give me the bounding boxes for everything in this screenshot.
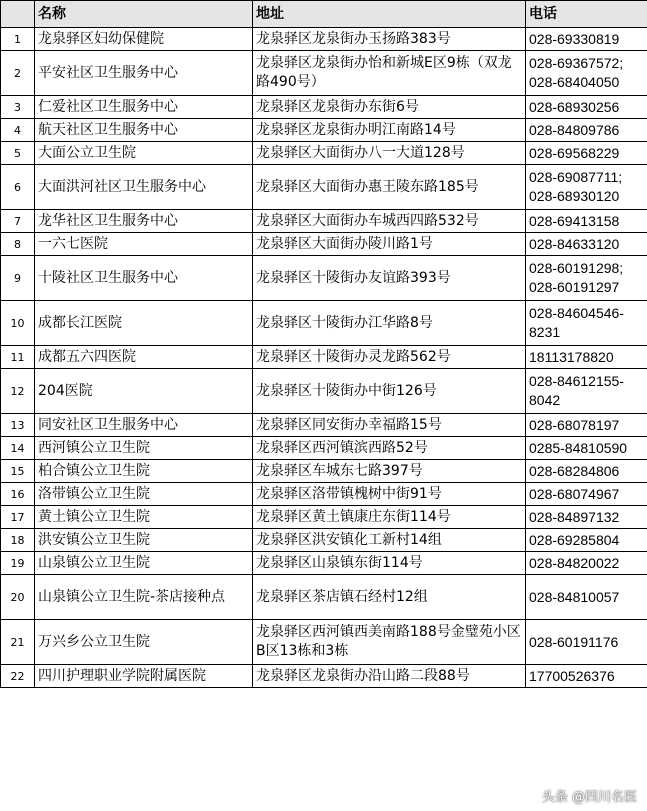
table-row: [1, 142, 647, 165]
row-number: 11: [1, 346, 35, 369]
clinic-phone: 028-84809786: [526, 119, 647, 142]
clinic-name: 航天社区卫生服务中心: [35, 119, 253, 142]
clinic-name: 同安社区卫生服务中心: [35, 414, 253, 437]
row-number: 7: [1, 210, 35, 233]
row-number: 12: [1, 369, 35, 414]
header-name: 名称: [35, 1, 253, 28]
clinic-name: 柏合镇公立卫生院: [35, 460, 253, 483]
clinic-name: 一六七医院: [35, 233, 253, 256]
watermark: 头条 @四川名医: [541, 790, 637, 805]
clinic-address: 龙泉驿区大面街办惠王陵东路185号: [253, 165, 526, 210]
header-phone: 电话: [526, 1, 647, 28]
clinic-phone: 028-69413158: [526, 210, 647, 233]
header-row: [1, 1, 647, 28]
clinic-phone: 028-84633120: [526, 233, 647, 256]
clinic-address: 龙泉驿区山泉镇东街114号: [253, 552, 526, 575]
table-row: [1, 256, 647, 301]
row-number: 13: [1, 414, 35, 437]
clinic-phone: 028-60191298; 028-60191297: [526, 256, 647, 301]
clinic-phone: 028-68284806: [526, 460, 647, 483]
table-row: [1, 96, 647, 119]
clinic-address: 龙泉驿区西河镇滨西路52号: [253, 437, 526, 460]
clinic-phone: 028-69087711; 028-68930120: [526, 165, 647, 210]
clinic-phone: 028-68930256: [526, 96, 647, 119]
clinic-address: 龙泉驿区龙泉街办明江南路14号: [253, 119, 526, 142]
clinic-address: 龙泉驿区大面街办车城西四路532号: [253, 210, 526, 233]
row-number: 2: [1, 51, 35, 96]
row-number: 16: [1, 483, 35, 506]
clinic-phone: 028-69330819: [526, 28, 647, 51]
clinic-phone: 028-84810057: [526, 575, 647, 620]
clinic-address: 龙泉驿区龙泉街办玉扬路383号: [253, 28, 526, 51]
clinic-address: 龙泉驿区龙泉街办沿山路二段88号: [253, 665, 526, 688]
clinic-phone: 028-60191176: [526, 620, 647, 665]
clinic-name: 龙泉驿区妇幼保健院: [35, 28, 253, 51]
row-number: 18: [1, 529, 35, 552]
clinic-address: 龙泉驿区十陵街办中街126号: [253, 369, 526, 414]
row-number: 3: [1, 96, 35, 119]
clinic-phone: 028-69568229: [526, 142, 647, 165]
table-row: [1, 620, 647, 665]
clinic-phone: 0285-84810590: [526, 437, 647, 460]
clinic-phone: 028-84604546-8231: [526, 301, 647, 346]
row-number: 10: [1, 301, 35, 346]
clinic-phone: 028-68074967: [526, 483, 647, 506]
clinic-address: 龙泉驿区大面街办陵川路1号: [253, 233, 526, 256]
table-row: [1, 346, 647, 369]
table-row: [1, 165, 647, 210]
clinic-name: 大面公立卫生院: [35, 142, 253, 165]
table-row: [1, 506, 647, 529]
row-number: 19: [1, 552, 35, 575]
clinic-address: 龙泉驿区洛带镇槐树中街91号: [253, 483, 526, 506]
table-row: [1, 483, 647, 506]
row-number: 8: [1, 233, 35, 256]
clinic-phone: 18113178820: [526, 346, 647, 369]
clinic-name: 洪安镇公立卫生院: [35, 529, 253, 552]
row-number: 20: [1, 575, 35, 620]
clinic-name: 龙华社区卫生服务中心: [35, 210, 253, 233]
clinic-name: 洛带镇公立卫生院: [35, 483, 253, 506]
table-row: [1, 369, 647, 414]
clinic-name: 平安社区卫生服务中心: [35, 51, 253, 96]
table-row: [1, 414, 647, 437]
clinic-name: 仁爱社区卫生服务中心: [35, 96, 253, 119]
clinic-address: 龙泉驿区洪安镇化工新村14组: [253, 529, 526, 552]
row-number: 5: [1, 142, 35, 165]
clinic-phone: 028-69285804: [526, 529, 647, 552]
row-number: 22: [1, 665, 35, 688]
row-number: 14: [1, 437, 35, 460]
clinic-address: 龙泉驿区十陵街办灵龙路562号: [253, 346, 526, 369]
table-row: [1, 233, 647, 256]
row-number: 17: [1, 506, 35, 529]
clinic-phone: 028-84897132: [526, 506, 647, 529]
clinic-phone: 028-84612155-8042: [526, 369, 647, 414]
row-number: 15: [1, 460, 35, 483]
clinic-address: 龙泉驿区车城东七路397号: [253, 460, 526, 483]
clinic-phone: 028-84820022: [526, 552, 647, 575]
clinic-name: 成都五六四医院: [35, 346, 253, 369]
clinic-name: 万兴乡公立卫生院: [35, 620, 253, 665]
clinic-phone: 17700526376: [526, 665, 647, 688]
table-row: [1, 665, 647, 688]
header-address: 地址: [253, 1, 526, 28]
clinic-name: 山泉镇公立卫生院-茶店接种点: [35, 575, 253, 620]
clinic-name: 大面洪河社区卫生服务中心: [35, 165, 253, 210]
clinic-address: 龙泉驿区大面街办八一大道128号: [253, 142, 526, 165]
clinic-address: 龙泉驿区龙泉街办怡和新城E区9栋（双龙路490号）: [253, 51, 526, 96]
row-number: 21: [1, 620, 35, 665]
table-row: [1, 552, 647, 575]
row-number: 9: [1, 256, 35, 301]
clinic-phone: 028-69367572; 028-68404050: [526, 51, 647, 96]
table-row: [1, 28, 647, 51]
clinic-name: 204医院: [35, 369, 253, 414]
row-number: 4: [1, 119, 35, 142]
table-row: [1, 51, 647, 96]
clinic-address: 龙泉驿区同安街办幸福路15号: [253, 414, 526, 437]
clinic-address: 龙泉驿区西河镇西美南路188号金璧苑小区B区13栋和3栋: [253, 620, 526, 665]
clinic-name: 十陵社区卫生服务中心: [35, 256, 253, 301]
header-num: [1, 1, 35, 28]
clinic-address: 龙泉驿区十陵街办友谊路393号: [253, 256, 526, 301]
clinic-address: 龙泉驿区黄土镇康庄东街114号: [253, 506, 526, 529]
clinic-address: 龙泉驿区茶店镇石经村12组: [253, 575, 526, 620]
row-number: 6: [1, 165, 35, 210]
row-number: 1: [1, 28, 35, 51]
clinic-address: 龙泉驿区龙泉街办东街6号: [253, 96, 526, 119]
clinic-name: 黄土镇公立卫生院: [35, 506, 253, 529]
clinic-name: 山泉镇公立卫生院: [35, 552, 253, 575]
clinic-phone: 028-68078197: [526, 414, 647, 437]
clinic-address: 龙泉驿区十陵街办江华路8号: [253, 301, 526, 346]
table-row: [1, 301, 647, 346]
table-row: [1, 210, 647, 233]
table-row: [1, 460, 647, 483]
clinic-name: 成都长江医院: [35, 301, 253, 346]
table-row: [1, 529, 647, 552]
clinic-name: 西河镇公立卫生院: [35, 437, 253, 460]
table-row: [1, 437, 647, 460]
table-row: [1, 119, 647, 142]
table-row: [1, 575, 647, 620]
clinic-name: 四川护理职业学院附属医院: [35, 665, 253, 688]
